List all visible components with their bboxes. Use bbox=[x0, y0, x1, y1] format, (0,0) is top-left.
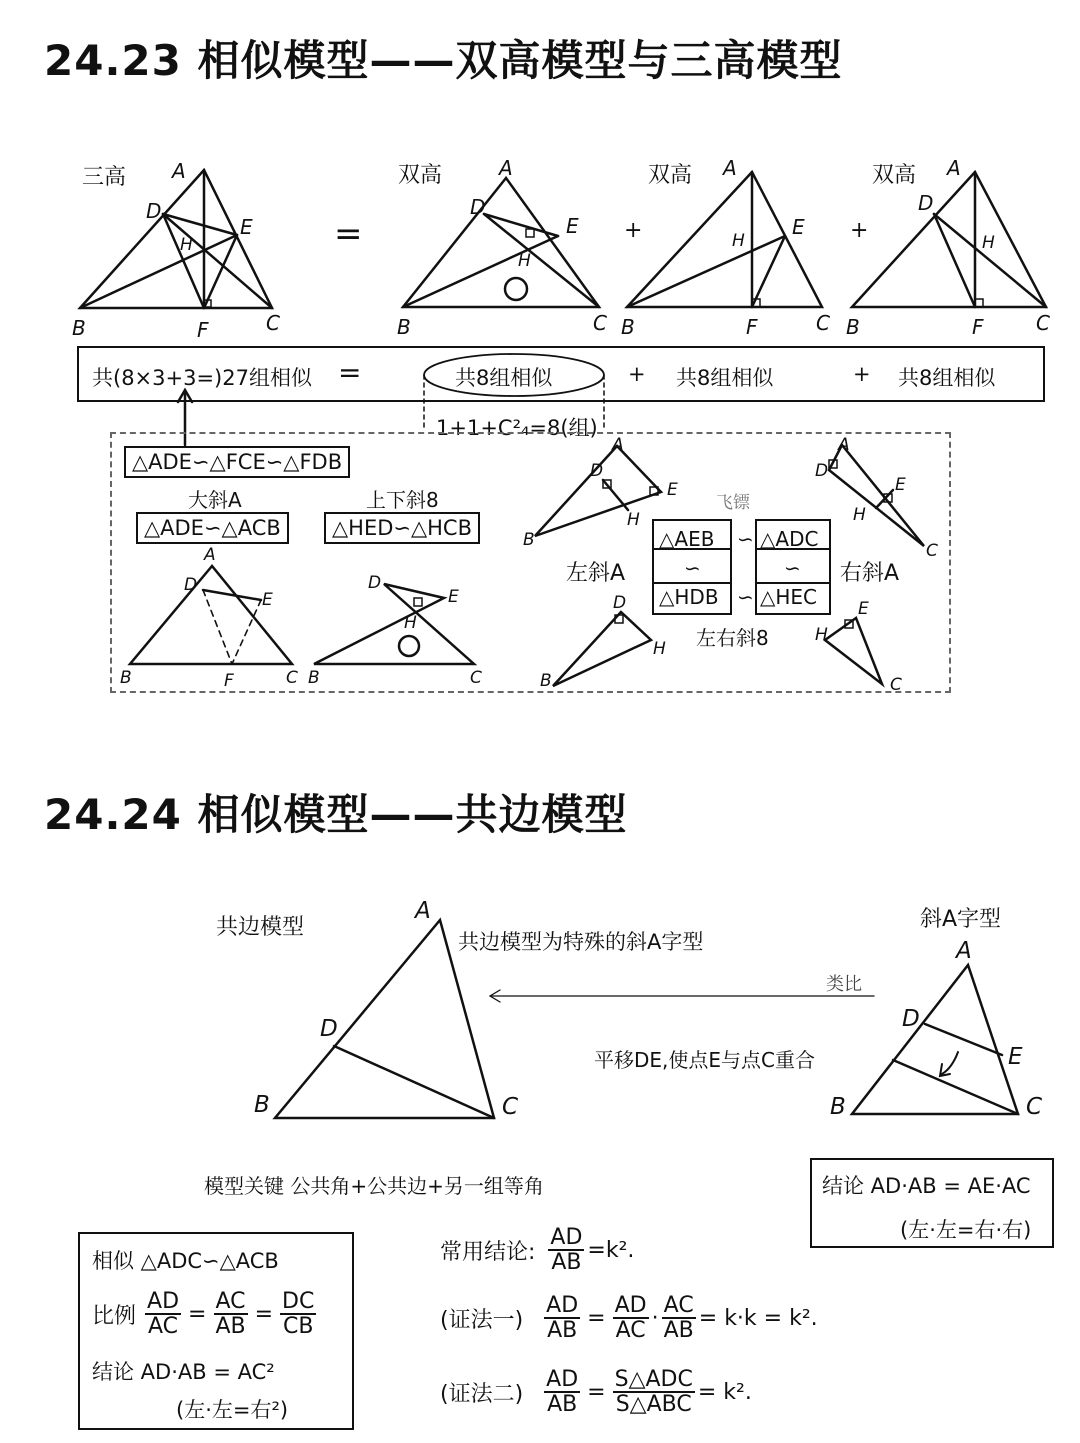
conclusion-right-line2: (左·左=右·右) bbox=[900, 1218, 1032, 1242]
numerator: AD bbox=[550, 1225, 583, 1250]
label-D: D bbox=[320, 1016, 338, 1042]
label-E: E bbox=[566, 214, 579, 238]
left-conclusion-2: (左·左=右²) bbox=[176, 1398, 289, 1422]
grid-sim: ∽ bbox=[737, 585, 754, 609]
big-A-title: 大斜A bbox=[188, 488, 242, 512]
proof-1-label: (证法一) bbox=[440, 1307, 524, 1333]
label-F: F bbox=[197, 318, 209, 342]
label-F: F bbox=[746, 315, 758, 339]
right-A-label: 右斜A bbox=[840, 561, 900, 586]
denominator: S△ABC bbox=[615, 1392, 692, 1418]
label-D: D bbox=[902, 1006, 920, 1032]
numerator: AC bbox=[215, 1289, 246, 1314]
denominator: CB bbox=[282, 1314, 314, 1340]
analogy-label: 类比 bbox=[826, 974, 862, 995]
denominator: AB bbox=[547, 1318, 578, 1344]
summary-equals: = bbox=[338, 356, 362, 389]
label-D: D bbox=[590, 461, 604, 481]
label-A: A bbox=[204, 545, 216, 565]
fraction bbox=[213, 1290, 247, 1338]
ratio-label: 比例 bbox=[92, 1303, 137, 1329]
label-B: B bbox=[621, 315, 635, 339]
denominator: AC bbox=[615, 1318, 646, 1344]
conclusion-right-line1: 结论 AD·AB = AE·AC bbox=[822, 1174, 1031, 1198]
section2-title: 24.24 相似模型——共边模型 bbox=[44, 790, 628, 839]
denominator: AC bbox=[148, 1314, 179, 1340]
fig-xie-A bbox=[852, 965, 1018, 1114]
equals: = bbox=[587, 1379, 606, 1405]
ratio-row bbox=[92, 1290, 319, 1338]
proof-2-row bbox=[440, 1368, 752, 1416]
label-D: D bbox=[146, 199, 162, 223]
label-E: E bbox=[895, 475, 906, 495]
denominator: AB bbox=[547, 1392, 578, 1418]
translate-note: 平移DE,使点E与点C重合 bbox=[594, 1048, 815, 1072]
label-H: H bbox=[627, 510, 640, 530]
label-B: B bbox=[830, 1094, 846, 1120]
label-A: A bbox=[947, 156, 961, 180]
label-D: D bbox=[368, 573, 382, 593]
label-H: H bbox=[653, 639, 666, 659]
label-H: H bbox=[982, 233, 995, 253]
grid-sim: ∽ bbox=[684, 556, 701, 580]
numerator: AC bbox=[663, 1293, 694, 1318]
proof-2-label: (证法二) bbox=[440, 1381, 524, 1407]
equals: = bbox=[188, 1301, 207, 1327]
section1-title: 24.23 相似模型——双高模型与三高模型 bbox=[44, 36, 843, 85]
fraction bbox=[544, 1294, 580, 1342]
label-C: C bbox=[890, 675, 902, 695]
numerator: AD bbox=[147, 1289, 180, 1314]
left-A-label: 左斜A bbox=[566, 561, 626, 586]
denominator: AB bbox=[551, 1250, 582, 1276]
equals: = bbox=[254, 1301, 274, 1327]
summary-part-2: 共8组相似 bbox=[676, 366, 774, 390]
fraction bbox=[613, 1294, 649, 1342]
label-E: E bbox=[240, 215, 253, 239]
label-H: H bbox=[180, 235, 193, 255]
grid-sim: ∽ bbox=[737, 527, 754, 551]
label-H: H bbox=[853, 505, 866, 525]
label-D: D bbox=[815, 461, 829, 481]
plus-sign: + bbox=[850, 218, 869, 243]
feibiao-label: 飞镖 bbox=[716, 493, 750, 513]
similarity-statement: 相似 △ADC∽△ACB bbox=[92, 1249, 279, 1273]
label-A: A bbox=[838, 435, 850, 455]
summary-total: 共(8×3+3=)27组相似 bbox=[92, 366, 312, 390]
label-C: C bbox=[1036, 311, 1050, 335]
label-E: E bbox=[792, 215, 805, 239]
proof-1-row bbox=[440, 1294, 818, 1342]
grid-sim: ∽ bbox=[784, 556, 801, 580]
label-C: C bbox=[593, 311, 607, 335]
summary-plus: + bbox=[853, 362, 871, 386]
label-C: C bbox=[926, 541, 938, 561]
label-D: D bbox=[184, 575, 198, 595]
left-conclusion: 结论 AD·AB = AC² bbox=[92, 1360, 275, 1384]
denominator: AB bbox=[663, 1318, 694, 1344]
label-B: B bbox=[540, 671, 552, 691]
equals: = bbox=[587, 1305, 606, 1331]
label-D: D bbox=[470, 195, 486, 219]
label-A: A bbox=[612, 435, 624, 455]
label-F: F bbox=[224, 671, 234, 691]
grid-bl: △HDB bbox=[659, 585, 719, 609]
label-E: E bbox=[1008, 1044, 1023, 1070]
label-H: H bbox=[815, 625, 828, 645]
numerator: AD bbox=[546, 1293, 579, 1318]
label-E: E bbox=[262, 590, 273, 610]
label-C: C bbox=[816, 311, 830, 335]
fraction bbox=[613, 1368, 695, 1416]
label-H: H bbox=[518, 251, 531, 271]
label-C: C bbox=[266, 311, 280, 335]
grid-br: △HEC bbox=[760, 585, 818, 609]
equals-sign: = bbox=[334, 214, 363, 254]
dot: · bbox=[651, 1305, 659, 1331]
grid-tr: △ADC bbox=[760, 527, 819, 551]
label-E: E bbox=[448, 587, 459, 607]
label-B: B bbox=[254, 1092, 270, 1118]
summary-plus: + bbox=[628, 362, 646, 386]
fraction bbox=[145, 1290, 181, 1338]
label-A: A bbox=[415, 898, 431, 924]
label-sangao: 三高 bbox=[82, 165, 127, 190]
label-H: H bbox=[404, 613, 417, 633]
rhs: = k². bbox=[697, 1379, 752, 1405]
label-H: H bbox=[732, 231, 745, 251]
combination-formula: 1+1+C²₄=8(组) bbox=[436, 416, 598, 440]
label-A: A bbox=[172, 159, 186, 183]
model-key: 模型关键 公共角+公共边+另一组等角 bbox=[204, 1174, 544, 1198]
label-A: A bbox=[499, 156, 513, 180]
updown-8-title: 上下斜8 bbox=[366, 488, 439, 512]
label-B: B bbox=[397, 315, 411, 339]
label-C: C bbox=[502, 1094, 519, 1120]
fraction bbox=[548, 1226, 584, 1274]
label-shuanggao: 双高 bbox=[648, 163, 693, 188]
label-F: F bbox=[972, 315, 984, 339]
label-shuanggao: 双高 bbox=[398, 163, 443, 188]
numerator: AD bbox=[546, 1367, 579, 1392]
numerator: DC bbox=[282, 1289, 315, 1314]
fraction bbox=[280, 1290, 316, 1338]
label-A: A bbox=[723, 156, 737, 180]
xie-A-label: 斜A字型 bbox=[920, 907, 1002, 932]
big-A-relation: △ADE∽△ACB bbox=[136, 512, 289, 544]
label-E: E bbox=[667, 480, 678, 500]
denominator: AB bbox=[215, 1314, 246, 1340]
common-label: 常用结论: bbox=[440, 1239, 536, 1265]
lr-8-label: 左右斜8 bbox=[696, 626, 769, 650]
label-B: B bbox=[72, 316, 86, 340]
label-E: E bbox=[858, 599, 869, 619]
numerator: AD bbox=[614, 1293, 647, 1318]
rhs: = k·k = k². bbox=[698, 1305, 818, 1331]
summary-part-1: 共8组相似 bbox=[455, 366, 553, 390]
label-B: B bbox=[308, 668, 320, 688]
label-D: D bbox=[613, 593, 627, 613]
label-A: A bbox=[956, 938, 972, 964]
label-C: C bbox=[1026, 1094, 1043, 1120]
gongbian-note: 共边模型为特殊的斜A字型 bbox=[458, 930, 704, 954]
label-C: C bbox=[470, 668, 482, 688]
gongbian-label: 共边模型 bbox=[216, 915, 305, 940]
plus-sign: + bbox=[624, 218, 643, 243]
label-B: B bbox=[846, 315, 860, 339]
updown-8-relation: △HED∽△HCB bbox=[324, 512, 480, 544]
label-D: D bbox=[918, 191, 934, 215]
numerator: S△ADC bbox=[614, 1367, 693, 1392]
summary-part-3: 共8组相似 bbox=[898, 366, 996, 390]
label-shuanggao: 双高 bbox=[872, 163, 917, 188]
common-conclusion-row bbox=[440, 1226, 634, 1274]
label-C: C bbox=[286, 668, 298, 688]
triple-similarity: △ADE∽△FCE∽△FDB bbox=[124, 446, 350, 478]
fraction bbox=[544, 1368, 580, 1416]
rhs: =k². bbox=[587, 1237, 635, 1263]
fraction bbox=[662, 1294, 696, 1342]
label-B: B bbox=[523, 530, 535, 550]
grid-tl: △AEB bbox=[659, 527, 715, 551]
label-B: B bbox=[120, 668, 132, 688]
